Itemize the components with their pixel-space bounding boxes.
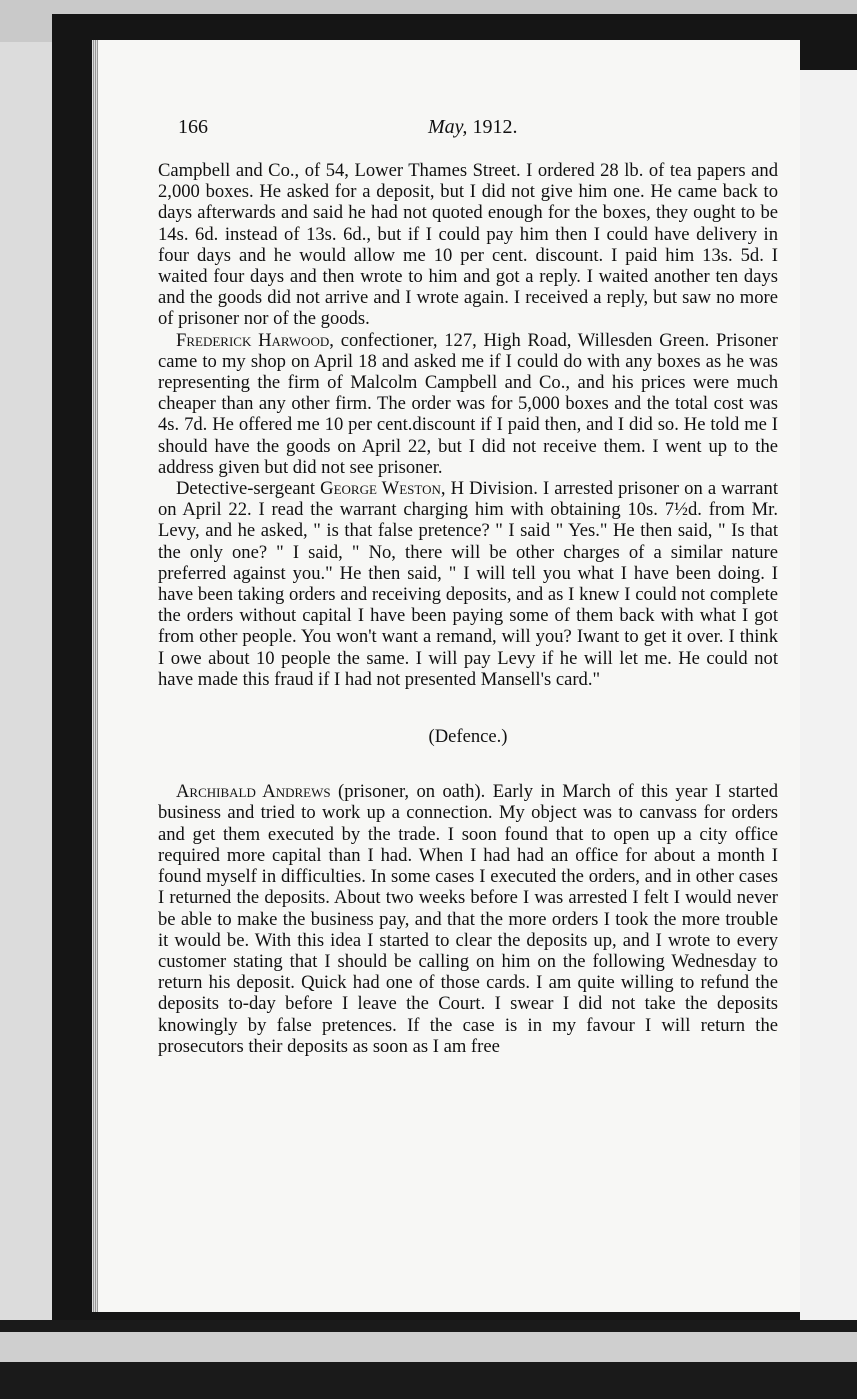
section-heading-defence: (Defence.) — [428, 726, 508, 748]
paragraph-campbell-order: Campbell and Co., of 54, Lower Thames Street. I ordered 28 lb. of tea papers and 2,000 boxes. He asked for a deposit, but I did not give him one. He came back to days afterwards and said he had not quoted enough for the boxes, they ought to be 14s. 6d. instead of 13s. 6d., but if I could pay him then I could have delivery in four days and he would allow me 10 per cent. discount. I paid him 13s. 5d. I waited four days and then wrote to him and got a reply. I waited another ten days and the goods did not arrive and I wrote again. I received a reply, but saw no more of prisoner nor of the goods. — [158, 160, 778, 330]
witness-name: Frederick Harwood — [176, 329, 330, 351]
paragraph-weston-testimony — [158, 478, 778, 690]
adjacent-page-fragments — [848, 180, 857, 1180]
witness-name: Archibald Andrews — [176, 781, 331, 803]
testimony-text: (prisoner, on oath). Early in March of this year I started business and tried to work up a connection. My object was to canvass for orders and get them executed by the trade. I soon found that to open up a city office required more capital than I had. When I had had an office for about a month I found myself in difficulties. In some cases I executed the orders, and in other cases I returned the deposits. About two weeks before I was arrested I felt I would never be able to make the business pay, and that the more orders I took the more trouble it would be. With this idea I started to clear the deposits up, and I wrote to every customer stating that I should be calling on him on the following Wednesday to return his deposit. Quick had one of those cards. I am quite willing to refund the deposits to-day before I leave the Court. I swear I did not take the deposits knowingly by false pretences. If the case is in my favour I will return the prosecutors their deposits as soon as I am free — [158, 781, 778, 1057]
page-number: 166 — [178, 116, 208, 138]
running-head-year: 1912. — [472, 116, 518, 138]
body-text — [158, 160, 778, 1057]
running-head — [428, 116, 517, 139]
paragraph-harwood-testimony — [158, 330, 778, 478]
witness-title: Detective-sergeant — [176, 478, 321, 500]
testimony-text: , confectioner, 127, High Road, Willesden Green. Prisoner came to my shop on April 18 and asked me if I could do with any boxes as he was representing the firm of Malcolm Campbell and Co., and his prices were much cheaper than any other firm. The order was for 5,000 boxes and the total cost was 4s. 7d. He offered me 10 per cent.discount if I paid then, and I did so. He told me I should have the goods on April 22, but I did not receive them. I went up to the address given but did not see prisoner. — [158, 329, 778, 478]
paragraph-andrews-testimony — [158, 781, 778, 1057]
bottom-background — [0, 1332, 857, 1362]
witness-name: George Weston — [320, 478, 441, 500]
testimony-text: , H Division. I arrested prisoner on a warrant on April 22. I read the warrant charging him with obtaining 10s. 7½d. from Mr. Levy, and he asked, " is that false pretence? " I said " Yes." He then said, " Is that the only one? " I said, " No, there will be other charges of a similar nature preferred against you." He then said, " I will tell you what I have been doing. I have been taking orders and receiving deposits, and as I knew I could not complete the orders without capital I have been paying some of them back with what I got from other people. You won't want a remand, will you? Iwant to get it over. I think I owe about 10 people the same. I will pay Levy if he will let me. He could not have made this fraud if I had not presented Mansell's card." — [158, 478, 779, 690]
page-header — [178, 116, 778, 146]
running-head-month: May, — [428, 116, 468, 138]
